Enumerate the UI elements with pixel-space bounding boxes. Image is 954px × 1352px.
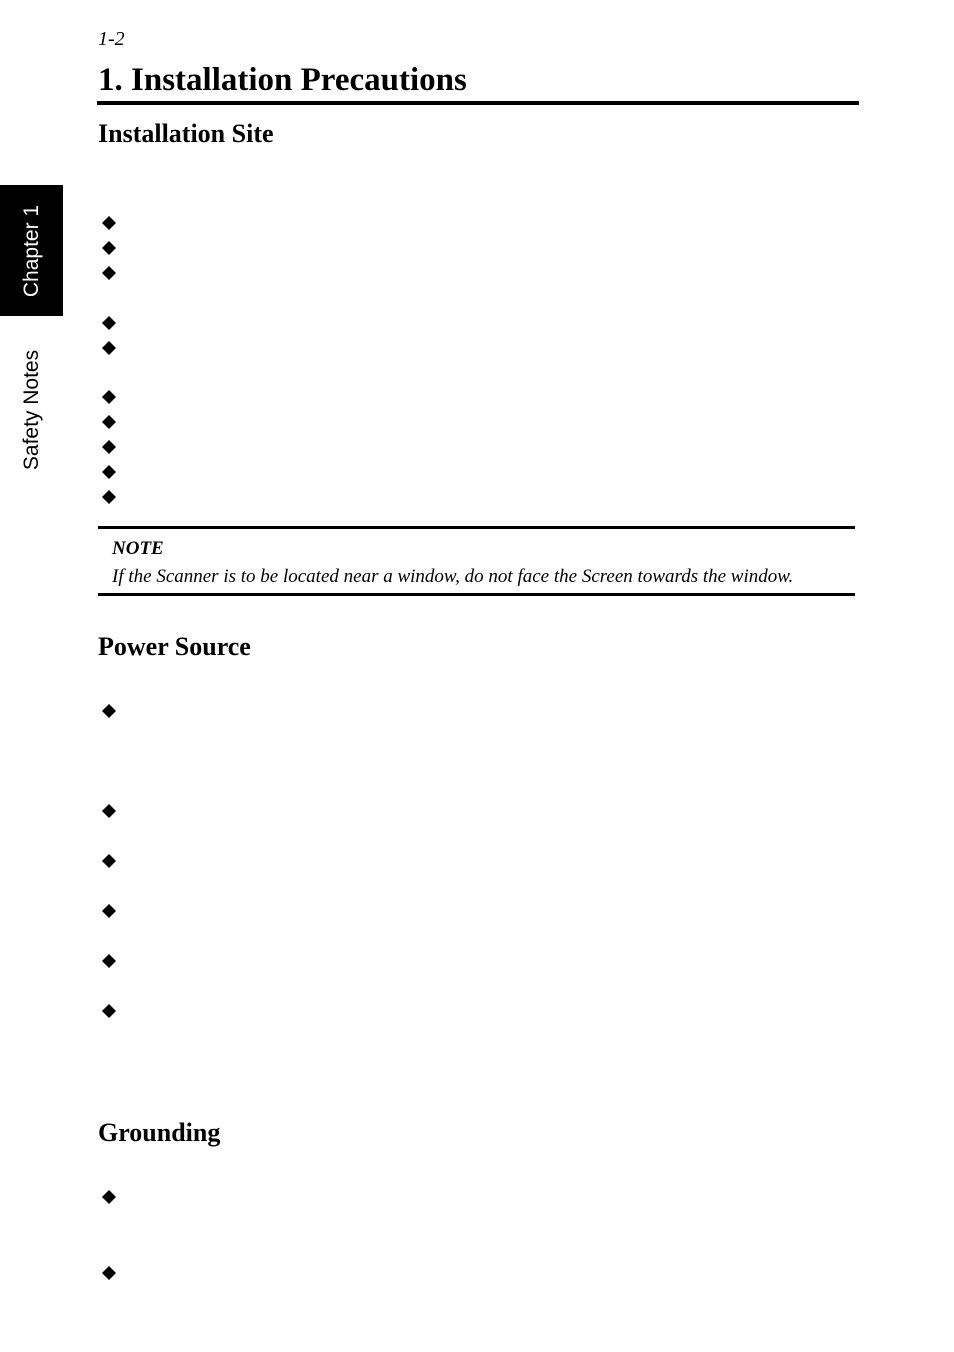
- diamond-bullet-icon: [102, 904, 116, 918]
- diamond-bullet-icon: [102, 316, 116, 330]
- diamond-bullet-icon: [102, 440, 116, 454]
- diamond-bullet-icon: [102, 241, 116, 255]
- diamond-bullet-icon: [102, 1266, 116, 1280]
- section-tab-label: Safety Notes: [19, 349, 43, 471]
- section-tab: [0, 330, 63, 490]
- diamond-bullet-icon: [102, 465, 116, 479]
- diamond-bullet-icon: [102, 804, 116, 818]
- grounding-heading: Grounding: [98, 1118, 221, 1147]
- page-title: 1. Installation Precautions: [98, 62, 467, 98]
- diamond-bullet-icon: [102, 415, 116, 429]
- diamond-bullet-icon: [102, 216, 116, 230]
- chapter-tab: [0, 185, 63, 316]
- diamond-bullet-icon: [102, 1004, 116, 1018]
- note-label: NOTE: [112, 538, 164, 559]
- page-number: 1-2: [98, 28, 125, 50]
- diamond-bullet-icon: [102, 954, 116, 968]
- installation-site-heading: Installation Site: [98, 119, 274, 148]
- diamond-bullet-icon: [102, 266, 116, 280]
- power-source-heading: Power Source: [98, 632, 251, 661]
- diamond-bullet-icon: [102, 490, 116, 504]
- note-box: [98, 526, 855, 596]
- diamond-bullet-icon: [102, 390, 116, 404]
- diamond-bullet-icon: [102, 854, 116, 868]
- diamond-bullet-icon: [102, 341, 116, 355]
- diamond-bullet-icon: [102, 704, 116, 718]
- title-rule: [97, 101, 859, 105]
- chapter-tab-label: Chapter 1: [19, 204, 43, 297]
- diamond-bullet-icon: [102, 1190, 116, 1204]
- note-text: If the Scanner is to be located near a window, do not face the Screen towards the window.: [112, 566, 794, 587]
